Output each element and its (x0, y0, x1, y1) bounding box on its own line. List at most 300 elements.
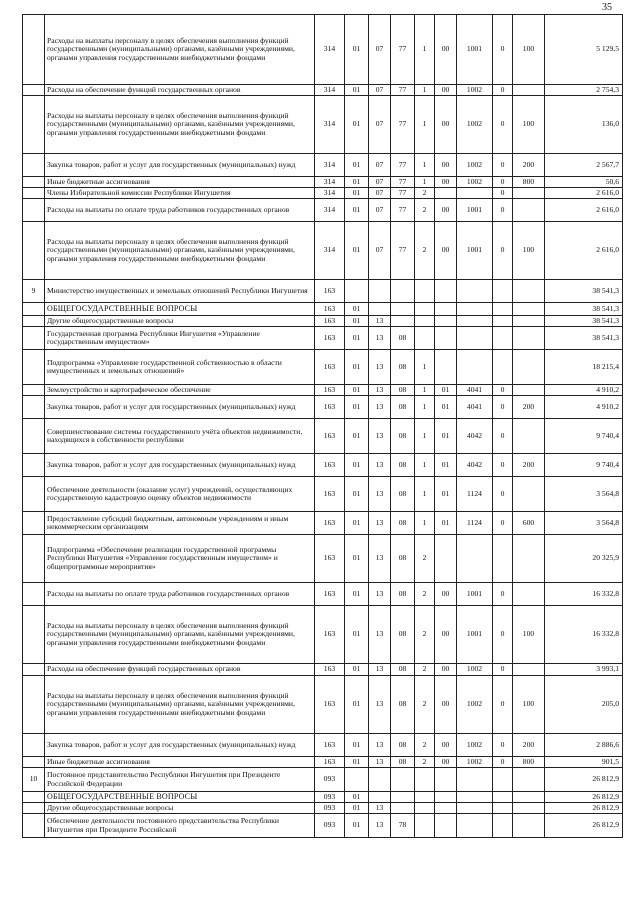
code-expense-type-cell: 100 (513, 96, 545, 154)
code-direction-cell: 1002 (457, 96, 493, 154)
code-subprogram-cell: 1 (415, 15, 435, 85)
row-number-cell (23, 222, 45, 280)
code-subsection-cell: 13 (369, 606, 391, 664)
amount-cell: 16 332,8 (545, 606, 623, 664)
amount-cell: 901,5 (545, 757, 623, 768)
code-section-cell: 01 (345, 757, 369, 768)
code-event-cell: 01 (435, 419, 457, 454)
page-number: 35 (602, 2, 612, 13)
code-program-cell: 08 (391, 396, 415, 419)
code-expense-type-cell (513, 85, 545, 96)
code-expense-type-cell (513, 803, 545, 814)
item-name-cell: Расходы на обеспечение функций государственных органов (45, 664, 315, 676)
code-extra-cell (493, 316, 513, 327)
code-subsection-cell: 13 (369, 419, 391, 454)
code-event-cell (435, 535, 457, 583)
code-section-cell: 01 (345, 734, 369, 757)
code-direction-cell: 4042 (457, 454, 493, 477)
code-subprogram-cell: 1 (415, 477, 435, 512)
code-ministry-cell: 163 (315, 454, 345, 477)
code-extra-cell: 0 (493, 177, 513, 188)
amount-cell: 2 616,0 (545, 222, 623, 280)
amount-cell: 3 564,8 (545, 512, 623, 535)
item-name-cell: Обеспечение деятельности постоянного представительства Республики Ингушетия при Президенте Российской (45, 814, 315, 838)
code-expense-type-cell: 200 (513, 454, 545, 477)
code-program-cell (391, 280, 415, 303)
code-subsection-cell: 13 (369, 583, 391, 606)
code-ministry-cell: 163 (315, 757, 345, 768)
row-number-cell (23, 396, 45, 419)
code-program-cell: 08 (391, 350, 415, 385)
amount-cell: 16 332,8 (545, 583, 623, 606)
code-ministry-cell: 163 (315, 664, 345, 676)
table-row (23, 396, 623, 419)
amount-cell: 2 616,0 (545, 188, 623, 199)
code-expense-type-cell: 100 (513, 222, 545, 280)
code-expense-type-cell (513, 768, 545, 792)
code-subsection-cell: 13 (369, 454, 391, 477)
code-extra-cell (493, 814, 513, 838)
code-section-cell: 01 (345, 454, 369, 477)
code-direction-cell: 1124 (457, 477, 493, 512)
code-program-cell (391, 768, 415, 792)
row-number-cell (23, 385, 45, 396)
code-direction-cell: 1001 (457, 222, 493, 280)
code-direction-cell: 1002 (457, 154, 493, 177)
code-event-cell: 00 (435, 222, 457, 280)
code-event-cell (435, 768, 457, 792)
code-subprogram-cell (415, 768, 435, 792)
code-expense-type-cell: 200 (513, 154, 545, 177)
amount-cell: 50,6 (545, 177, 623, 188)
table-row (23, 96, 623, 154)
code-direction-cell: 4041 (457, 396, 493, 419)
code-event-cell: 00 (435, 583, 457, 606)
code-event-cell (435, 814, 457, 838)
code-direction-cell: 1002 (457, 664, 493, 676)
item-name-cell: Члены Избирательной комиссии Республики Ингушетия (45, 188, 315, 199)
code-section-cell: 01 (345, 792, 369, 803)
code-direction-cell: 4042 (457, 419, 493, 454)
row-number-cell (23, 535, 45, 583)
item-name-cell: Министерство имущественных и земельных отношений Республики Ингушетия (45, 280, 315, 303)
code-extra-cell: 0 (493, 583, 513, 606)
code-extra-cell (493, 280, 513, 303)
code-section-cell: 01 (345, 188, 369, 199)
item-name-cell: Другие общегосударственные вопросы (45, 803, 315, 814)
table-row (23, 15, 623, 85)
row-number-cell (23, 154, 45, 177)
amount-cell: 2 616,0 (545, 199, 623, 222)
row-number-cell: 10 (23, 768, 45, 792)
code-direction-cell (457, 803, 493, 814)
code-extra-cell: 0 (493, 477, 513, 512)
table-row (23, 734, 623, 757)
table-row (23, 768, 623, 792)
code-subsection-cell (369, 792, 391, 803)
code-extra-cell: 0 (493, 676, 513, 734)
code-section-cell: 01 (345, 419, 369, 454)
code-extra-cell (493, 535, 513, 583)
code-section-cell: 01 (345, 477, 369, 512)
code-direction-cell: 1124 (457, 512, 493, 535)
table-row (23, 199, 623, 222)
code-subsection-cell: 07 (369, 15, 391, 85)
item-name-cell: Закупка товаров, работ и услуг для государственных (муниципальных) нужд (45, 396, 315, 419)
code-expense-type-cell (513, 350, 545, 385)
table-row (23, 676, 623, 734)
table-row (23, 177, 623, 188)
code-expense-type-cell (513, 327, 545, 350)
code-expense-type-cell (513, 792, 545, 803)
code-program-cell: 77 (391, 96, 415, 154)
code-event-cell: 00 (435, 154, 457, 177)
code-extra-cell: 0 (493, 396, 513, 419)
code-ministry-cell: 163 (315, 280, 345, 303)
item-name-cell: Подпрограмма «Обеспечение реализации государственной программы Республики Ингушетия «Управление государственным имуществом» и общепрограммные мероприятия» (45, 535, 315, 583)
code-subprogram-cell (415, 280, 435, 303)
code-ministry-cell: 093 (315, 768, 345, 792)
item-name-cell: ОБЩЕГОСУДАРСТВЕННЫЕ ВОПРОСЫ (45, 792, 315, 803)
code-expense-type-cell: 800 (513, 177, 545, 188)
row-number-cell (23, 188, 45, 199)
row-number-cell (23, 454, 45, 477)
code-subprogram-cell: 2 (415, 606, 435, 664)
amount-cell: 3 564,8 (545, 477, 623, 512)
code-subsection-cell: 13 (369, 477, 391, 512)
code-extra-cell: 0 (493, 154, 513, 177)
code-subsection-cell: 13 (369, 814, 391, 838)
code-event-cell (435, 188, 457, 199)
row-number-cell (23, 757, 45, 768)
code-subprogram-cell (415, 316, 435, 327)
item-name-cell: Постоянное представительство Республики Ингушетия при Президенте Российской Федерации (45, 768, 315, 792)
item-name-cell: Закупка товаров, работ и услуг для государственных (муниципальных) нужд (45, 154, 315, 177)
code-section-cell: 01 (345, 535, 369, 583)
code-extra-cell: 0 (493, 85, 513, 96)
code-ministry-cell: 163 (315, 477, 345, 512)
code-program-cell: 08 (391, 734, 415, 757)
code-section-cell: 01 (345, 664, 369, 676)
amount-cell: 2 567,7 (545, 154, 623, 177)
code-extra-cell: 0 (493, 454, 513, 477)
code-subsection-cell: 07 (369, 222, 391, 280)
item-name-cell: Другие общегосударственные вопросы (45, 316, 315, 327)
code-section-cell: 01 (345, 177, 369, 188)
code-program-cell: 08 (391, 419, 415, 454)
code-expense-type-cell: 200 (513, 396, 545, 419)
code-extra-cell (493, 327, 513, 350)
code-subsection-cell: 07 (369, 199, 391, 222)
code-program-cell: 08 (391, 385, 415, 396)
code-subsection-cell (369, 280, 391, 303)
code-ministry-cell: 163 (315, 350, 345, 385)
code-subprogram-cell: 1 (415, 396, 435, 419)
table-row (23, 385, 623, 396)
code-expense-type-cell (513, 316, 545, 327)
code-subsection-cell: 07 (369, 85, 391, 96)
table-row (23, 222, 623, 280)
item-name-cell: Расходы на выплаты персоналу в целях обеспечения выполнения функций государственными (муниципальными) органами, казёнными учреждениями, органами управления государственными внебюджетными фондами (45, 222, 315, 280)
row-number-cell (23, 316, 45, 327)
code-section-cell: 01 (345, 222, 369, 280)
item-name-cell: Закупка товаров, работ и услуг для государственных (муниципальных) нужд (45, 734, 315, 757)
code-direction-cell: 1001 (457, 606, 493, 664)
item-name-cell: Совершенствование системы государственного учёта объектов недвижимости, находящихся в собственности республики (45, 419, 315, 454)
code-event-cell: 01 (435, 477, 457, 512)
amount-cell: 2 754,3 (545, 85, 623, 96)
code-expense-type-cell (513, 385, 545, 396)
table-row (23, 664, 623, 676)
table-row (23, 350, 623, 385)
code-extra-cell (493, 350, 513, 385)
table-row (23, 316, 623, 327)
code-direction-cell (457, 280, 493, 303)
code-subsection-cell: 13 (369, 676, 391, 734)
code-direction-cell (457, 792, 493, 803)
code-ministry-cell: 163 (315, 419, 345, 454)
code-ministry-cell: 163 (315, 303, 345, 316)
code-direction-cell: 1002 (457, 85, 493, 96)
code-direction-cell: 1002 (457, 177, 493, 188)
item-name-cell: Землеустройство и картографическое обеспечение (45, 385, 315, 396)
code-direction-cell (457, 327, 493, 350)
code-extra-cell: 0 (493, 15, 513, 85)
code-subprogram-cell: 1 (415, 96, 435, 154)
code-extra-cell: 0 (493, 757, 513, 768)
code-subsection-cell: 13 (369, 757, 391, 768)
code-subprogram-cell: 2 (415, 676, 435, 734)
code-program-cell: 77 (391, 85, 415, 96)
code-subsection-cell: 07 (369, 177, 391, 188)
code-subprogram-cell: 2 (415, 188, 435, 199)
code-direction-cell (457, 350, 493, 385)
code-extra-cell: 0 (493, 606, 513, 664)
table-row (23, 454, 623, 477)
code-extra-cell (493, 768, 513, 792)
code-direction-cell: 1002 (457, 757, 493, 768)
code-subprogram-cell: 2 (415, 757, 435, 768)
code-expense-type-cell (513, 583, 545, 606)
amount-cell: 3 993,1 (545, 664, 623, 676)
code-event-cell: 01 (435, 385, 457, 396)
row-number-cell (23, 676, 45, 734)
code-extra-cell (493, 803, 513, 814)
code-subsection-cell (369, 303, 391, 316)
code-section-cell (345, 280, 369, 303)
code-expense-type-cell (513, 814, 545, 838)
code-expense-type-cell: 100 (513, 676, 545, 734)
code-event-cell: 00 (435, 757, 457, 768)
code-section-cell: 01 (345, 316, 369, 327)
table-row (23, 477, 623, 512)
row-number-cell (23, 327, 45, 350)
code-subprogram-cell: 2 (415, 734, 435, 757)
code-extra-cell: 0 (493, 222, 513, 280)
code-ministry-cell: 314 (315, 199, 345, 222)
item-name-cell: Закупка товаров, работ и услуг для государственных (муниципальных) нужд (45, 454, 315, 477)
code-subprogram-cell (415, 327, 435, 350)
code-subprogram-cell (415, 303, 435, 316)
code-expense-type-cell (513, 199, 545, 222)
code-extra-cell: 0 (493, 512, 513, 535)
code-direction-cell (457, 316, 493, 327)
code-subprogram-cell: 1 (415, 154, 435, 177)
code-event-cell: 01 (435, 396, 457, 419)
code-ministry-cell: 163 (315, 385, 345, 396)
code-section-cell: 01 (345, 606, 369, 664)
code-extra-cell: 0 (493, 199, 513, 222)
code-program-cell: 08 (391, 664, 415, 676)
table-row (23, 606, 623, 664)
item-name-cell: Подпрограмма «Управление государственной собственностью в области имущественных и земельных отношений» (45, 350, 315, 385)
code-section-cell: 01 (345, 85, 369, 96)
code-section-cell (345, 768, 369, 792)
code-section-cell: 01 (345, 350, 369, 385)
row-number-cell (23, 606, 45, 664)
table-row (23, 535, 623, 583)
code-direction-cell: 1001 (457, 583, 493, 606)
code-subsection-cell: 13 (369, 316, 391, 327)
item-name-cell: Иные бюджетные ассигнования (45, 757, 315, 768)
code-event-cell: 01 (435, 512, 457, 535)
amount-cell: 38 541,3 (545, 316, 623, 327)
code-subsection-cell: 13 (369, 664, 391, 676)
code-extra-cell: 0 (493, 664, 513, 676)
row-number-cell (23, 814, 45, 838)
row-number-cell (23, 177, 45, 188)
code-extra-cell (493, 792, 513, 803)
code-subprogram-cell (415, 814, 435, 838)
code-event-cell (435, 316, 457, 327)
row-number-cell (23, 664, 45, 676)
code-program-cell: 08 (391, 477, 415, 512)
code-ministry-cell: 163 (315, 535, 345, 583)
amount-cell: 38 541,3 (545, 280, 623, 303)
code-expense-type-cell (513, 303, 545, 316)
table-row (23, 803, 623, 814)
code-section-cell: 01 (345, 154, 369, 177)
code-section-cell: 01 (345, 327, 369, 350)
code-program-cell (391, 316, 415, 327)
code-event-cell: 00 (435, 676, 457, 734)
code-section-cell: 01 (345, 303, 369, 316)
amount-cell: 4 910,2 (545, 385, 623, 396)
item-name-cell: Иные бюджетные ассигнования (45, 177, 315, 188)
code-subprogram-cell: 2 (415, 199, 435, 222)
code-subsection-cell: 13 (369, 803, 391, 814)
code-program-cell: 77 (391, 188, 415, 199)
code-expense-type-cell (513, 188, 545, 199)
code-subprogram-cell (415, 803, 435, 814)
code-ministry-cell: 163 (315, 512, 345, 535)
code-ministry-cell: 093 (315, 792, 345, 803)
code-ministry-cell: 093 (315, 803, 345, 814)
code-program-cell: 08 (391, 535, 415, 583)
code-event-cell (435, 792, 457, 803)
row-number-cell (23, 512, 45, 535)
code-event-cell: 00 (435, 96, 457, 154)
code-subprogram-cell: 1 (415, 177, 435, 188)
code-extra-cell: 0 (493, 734, 513, 757)
code-subsection-cell: 07 (369, 188, 391, 199)
item-name-cell: Расходы на выплаты по оплате труда работников государственных органов (45, 583, 315, 606)
code-ministry-cell: 093 (315, 814, 345, 838)
code-direction-cell (457, 188, 493, 199)
code-section-cell: 01 (345, 385, 369, 396)
code-subprogram-cell: 1 (415, 454, 435, 477)
code-subprogram-cell: 1 (415, 350, 435, 385)
code-program-cell: 08 (391, 512, 415, 535)
code-ministry-cell: 314 (315, 96, 345, 154)
code-subsection-cell: 13 (369, 734, 391, 757)
code-subsection-cell: 13 (369, 350, 391, 385)
code-program-cell: 77 (391, 154, 415, 177)
code-subsection-cell (369, 768, 391, 792)
amount-cell: 38 541,3 (545, 303, 623, 316)
code-extra-cell (493, 303, 513, 316)
code-ministry-cell: 314 (315, 154, 345, 177)
code-event-cell: 00 (435, 734, 457, 757)
code-program-cell: 08 (391, 327, 415, 350)
code-program-cell: 08 (391, 606, 415, 664)
code-extra-cell: 0 (493, 96, 513, 154)
code-subprogram-cell: 1 (415, 419, 435, 454)
code-section-cell: 01 (345, 512, 369, 535)
code-subprogram-cell (415, 792, 435, 803)
code-expense-type-cell: 100 (513, 15, 545, 85)
code-ministry-cell: 163 (315, 676, 345, 734)
code-section-cell: 01 (345, 96, 369, 154)
code-program-cell (391, 803, 415, 814)
code-subprogram-cell: 2 (415, 535, 435, 583)
amount-cell: 38 541,3 (545, 327, 623, 350)
code-direction-cell: 1002 (457, 734, 493, 757)
code-extra-cell: 0 (493, 188, 513, 199)
row-number-cell (23, 350, 45, 385)
amount-cell: 136,0 (545, 96, 623, 154)
code-subprogram-cell: 2 (415, 222, 435, 280)
table-row (23, 814, 623, 838)
code-section-cell: 01 (345, 676, 369, 734)
code-expense-type-cell: 600 (513, 512, 545, 535)
code-section-cell: 01 (345, 199, 369, 222)
code-event-cell: 00 (435, 606, 457, 664)
row-number-cell (23, 96, 45, 154)
code-section-cell: 01 (345, 803, 369, 814)
code-subsection-cell: 13 (369, 512, 391, 535)
code-direction-cell (457, 535, 493, 583)
code-event-cell (435, 350, 457, 385)
code-ministry-cell: 163 (315, 583, 345, 606)
code-ministry-cell: 314 (315, 177, 345, 188)
code-event-cell: 00 (435, 85, 457, 96)
code-direction-cell: 1001 (457, 199, 493, 222)
table-row (23, 303, 623, 316)
code-program-cell: 08 (391, 676, 415, 734)
code-direction-cell: 4041 (457, 385, 493, 396)
code-event-cell: 00 (435, 199, 457, 222)
item-name-cell: ОБЩЕГОСУДАРСТВЕННЫЕ ВОПРОСЫ (45, 303, 315, 316)
code-ministry-cell: 163 (315, 606, 345, 664)
row-number-cell (23, 477, 45, 512)
item-name-cell: Расходы на выплаты персоналу в целях обеспечения выполнения функций государственными (муниципальными) органами, казёнными учреждениями, органами управления государственными внебюджетными фондами (45, 96, 315, 154)
code-event-cell: 00 (435, 15, 457, 85)
code-direction-cell: 1002 (457, 676, 493, 734)
row-number-cell (23, 15, 45, 85)
code-program-cell: 08 (391, 583, 415, 606)
code-subsection-cell: 13 (369, 327, 391, 350)
